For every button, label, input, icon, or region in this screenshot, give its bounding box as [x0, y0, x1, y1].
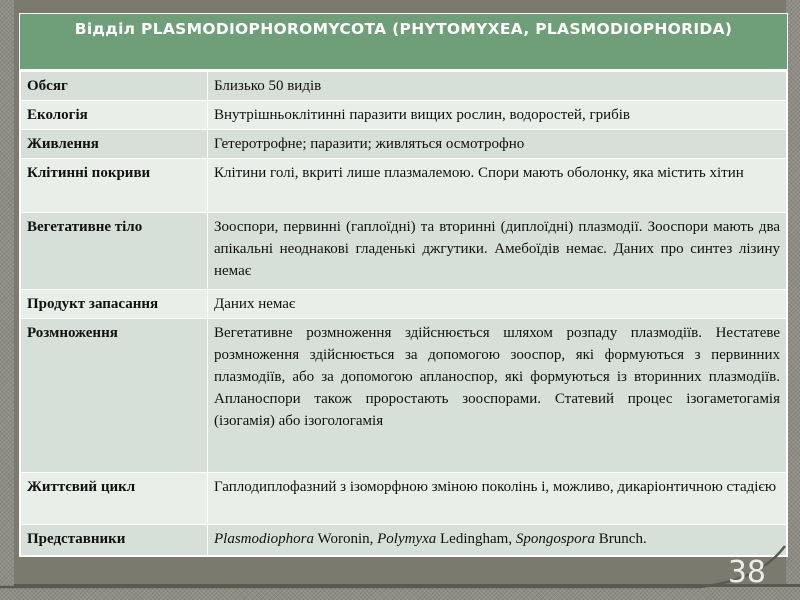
row-label: Живлення: [21, 130, 208, 159]
row-value: Клітини голі, вкриті лише плазмалемою. Спори мають оболонку, яка містить хітин: [208, 159, 787, 213]
table-row: [21, 525, 787, 556]
genus-name: Spongospora: [515, 531, 596, 547]
author-name: Brunch.: [595, 531, 647, 547]
row-label: Вегетативне тіло: [21, 213, 208, 290]
row-label: Обсяг: [21, 72, 208, 101]
taxonomy-table: [19, 13, 788, 557]
genus-name: Polymyxa: [377, 531, 437, 547]
row-label: Життєвий цикл: [21, 473, 208, 525]
slide-bottom-edge: [14, 584, 800, 587]
table-row: [21, 290, 787, 319]
author-name: Ledingham,: [436, 531, 516, 547]
row-label: Клітинні покриви: [21, 159, 208, 213]
table-row: [21, 130, 787, 159]
table-row: [21, 101, 787, 130]
table-row: [21, 159, 787, 213]
genus-name: Plasmodiophora: [214, 531, 315, 547]
table-row: [21, 319, 787, 473]
table-row: [21, 72, 787, 101]
row-value: Близько 50 видів: [208, 72, 787, 101]
row-value: Зооспори, первинні (гаплоїдні) та вторинні (диплоїдні) плазмодії. Зооспори мають два апікальні неоднакові гладенькі джгутики. Амебоїдів немає. Даних про синтез лізину немає: [208, 213, 787, 290]
row-label: Представники: [21, 525, 208, 556]
row-value: Внутрішньоклітинні паразити вищих рослин, водоростей, грибів: [208, 101, 787, 130]
table-row: [21, 473, 787, 525]
row-value: [208, 525, 787, 556]
row-label: Екологія: [21, 101, 208, 130]
author-name: Woronin,: [314, 531, 378, 547]
row-value: Гетеротрофне; паразити; живляться осмотрофно: [208, 130, 787, 159]
table-row: [21, 213, 787, 290]
page-number: 38: [727, 555, 766, 590]
taxonomy-table-body: [20, 71, 787, 556]
table-title: Відділ PLASMODIOPHOROMYCOTA (PHYTOMYXEA, PLASMODIOPHORIDA): [20, 14, 787, 71]
row-label: Продукт запасання: [21, 290, 208, 319]
row-value: Вегетативне розмноження здійснюється шляхом розпаду плазмодіїв. Нестатеве розмноження здійснюється за допомогою зооспор, які формуються з первинних плазмодіїв, або за допомогою апланоспор, які формуються із вторинних плазмодіїв. Апланоспори також проростають зооспорами. Статевий процес ізогаметогамія (ізогамія) або ізогологамія: [208, 319, 787, 473]
row-value: Гаплодиплофазний з ізоморфною зміною поколінь і, можливо, дикаріонтичною стадією: [208, 473, 787, 525]
row-label: Розмноження: [21, 319, 208, 473]
row-value: Даних немає: [208, 290, 787, 319]
